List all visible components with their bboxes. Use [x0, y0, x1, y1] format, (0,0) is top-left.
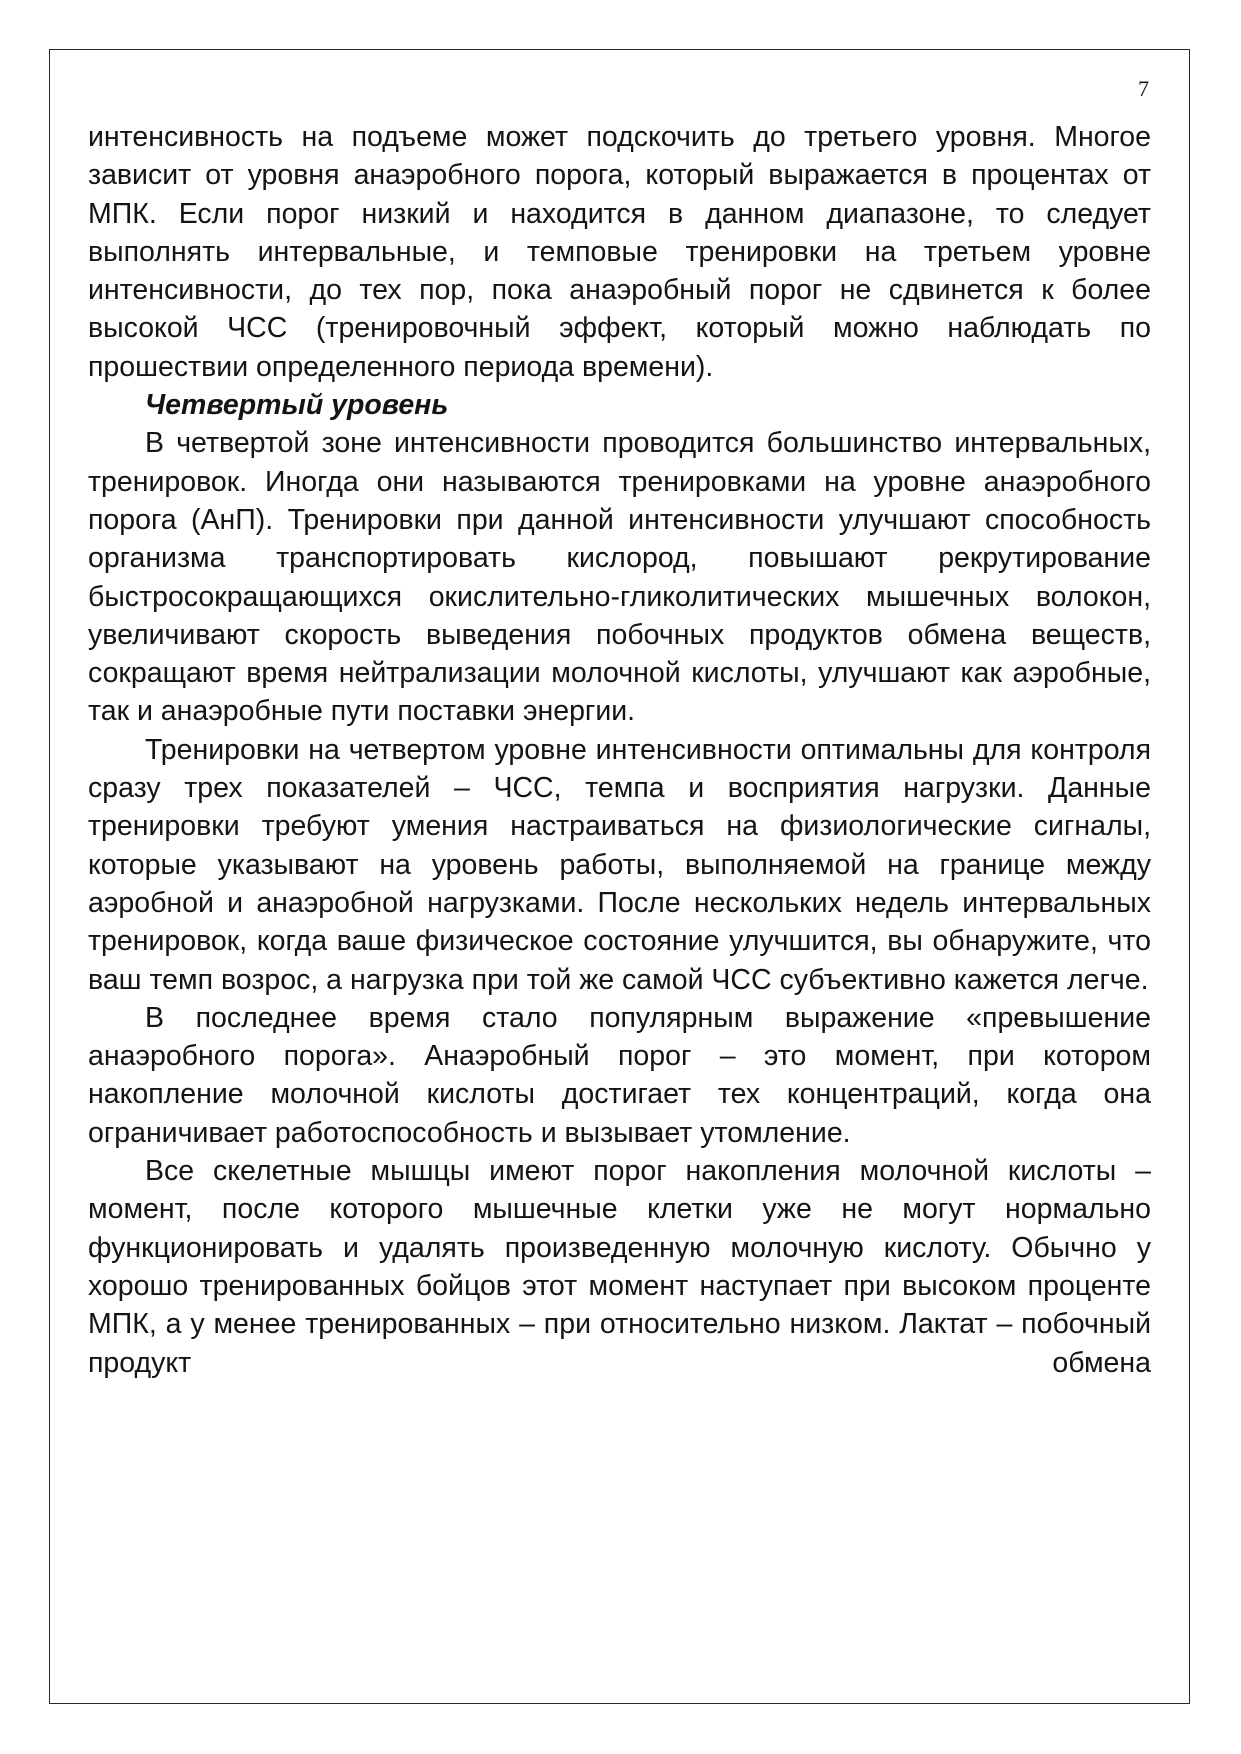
- paragraph-fourth-zone: В четвертой зоне интенсивности проводится большинство интервальных, тренировок. Иногда они называются тренировками на уровне анаэробного порога (АнП). Тренировки при данной интенсивности улучшают способность организма транспортировать кислород, повышают рекрутирование быстросокращающихся окислительно-гликолитических мышечных волокон, увеличивают скорость выведения побочных продуктов обмена веществ, сокращают время нейтрализации молочной кислоты, улучшают как аэробные, так и анаэробные пути поставки энергии.: [88, 427, 1151, 728]
- section-heading: Четвертый уровень: [145, 389, 449, 422]
- document-body: [88, 118, 1151, 1382]
- paragraph-continuation: интенсивность на подъеме может подскочить до третьего уровня. Многое зависит от уровня анаэробного порога, который выражается в процентах от МПК. Если порог низкий и находится в данном диапазоне, то следует выполнять интервальные, и темповые тренировки на третьем уровне интенсивности, до тех пор, пока анаэробный порог не сдвинется к более высокой ЧСС (тренировочный эффект, который можно наблюдать по прошествии определенного периода времени).: [88, 121, 1151, 383]
- paragraph-fourth-level-training: Тренировки на четвертом уровне интенсивности оптимальны для контроля сразу трех показателей – ЧСС, темпа и восприятия нагрузки. Данные тренировки требуют умения настраиваться на физиологические сигналы, которые указывают на уровень работы, выполняемой на границе между аэробной и анаэробной нагрузками. После нескольких недель интервальных тренировок, когда ваше физическое состояние улучшится, вы обнаружите, что ваш темп возрос, а нагрузка при той же самой ЧСС субъективно кажется легче.: [88, 733, 1151, 996]
- page-number: 7: [1138, 76, 1149, 101]
- paragraph-lactate-threshold: Все скелетные мышцы имеют порог накопления молочной кислоты – момент, после которого мышечные клетки уже не могут нормально функционировать и удалять произведенную молочную кислоту. Обычно у хорошо тренированных бойцов этот момент наступает при высоком проценте МПК, а у менее тренированных – при относительно низком. Лактат – побочный продукт обмена: [88, 1155, 1151, 1379]
- paragraph-anaerobic-threshold: В последнее время стало популярным выражение «превышение анаэробного порога». Анаэробный порог – это момент, при котором накопление молочной кислоты достигает тех концентраций, когда она ограничивает работоспособность и вызывает утомление.: [88, 1001, 1151, 1149]
